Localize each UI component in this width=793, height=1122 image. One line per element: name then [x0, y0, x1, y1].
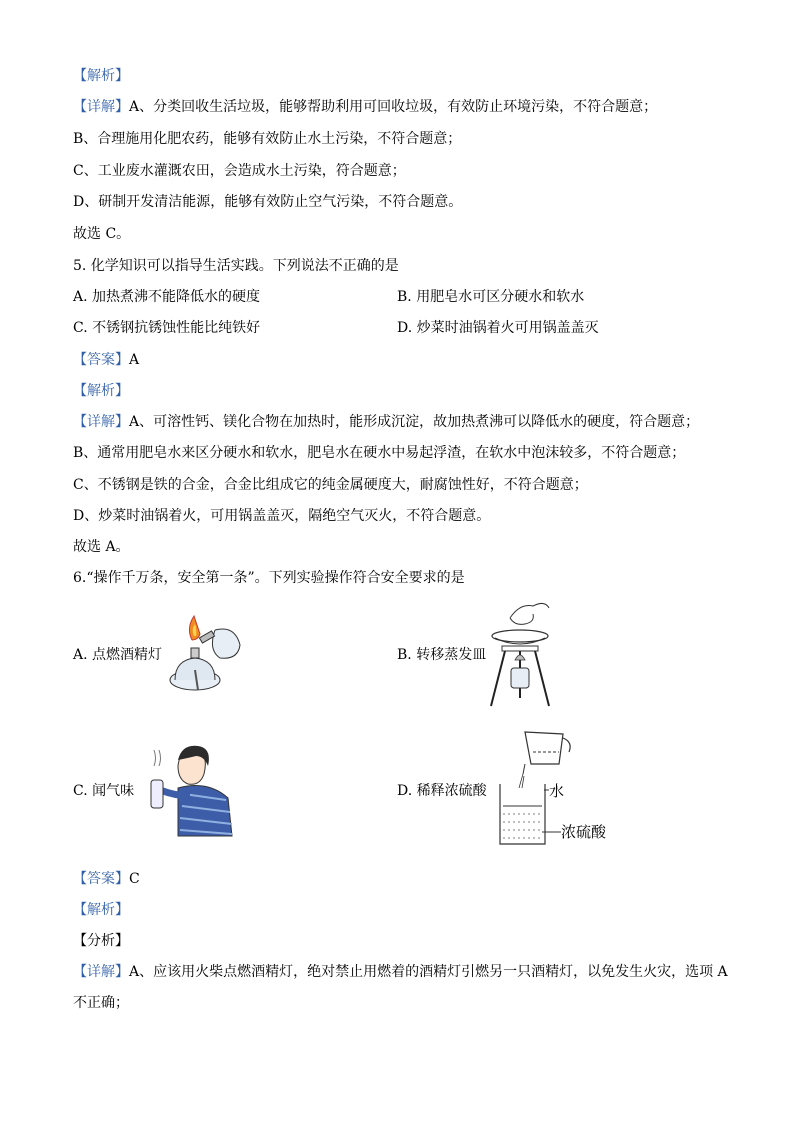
- analysis-tag: 【解析】: [73, 68, 129, 84]
- detail-text: A、分类回收生活垃圾，能够帮助利用可回收垃圾，有效防止环境污染，不符合题意；: [129, 99, 658, 115]
- answer-tag: 【答案】: [73, 352, 129, 368]
- detail-line-b: B、合理施用化肥农药，能够有效防止水土污染，不符合题意；: [73, 131, 462, 147]
- detail-line-c: C、工业废水灌溉农田，会造成水土污染，符合题意；: [73, 163, 406, 179]
- detail-line-a: [73, 98, 657, 116]
- q5-conclusion: 故选 A。: [73, 539, 130, 555]
- q6-analysis-tag: 【解析】: [73, 902, 129, 918]
- detail-tag: 【详解】: [73, 414, 129, 430]
- q5-detail-a: [73, 413, 699, 431]
- detail-tag: 【详解】: [73, 964, 129, 980]
- q5-analysis-tag: 【解析】: [73, 383, 129, 399]
- q6-option-c: C. 闻气味: [73, 783, 135, 799]
- q5-option-c: C. 不锈钢抗锈蚀性能比纯铁好: [73, 320, 261, 336]
- q5-option-d: D. 炒菜时油锅着火可用锅盖盖灭: [397, 320, 599, 336]
- q6-stem: 6.“操作千万条，安全第一条”。下列实验操作符合安全要求的是: [73, 570, 465, 586]
- q5-detail-c: C、不锈钢是铁的合金，合金比组成它的纯金属硬度大，耐腐蚀性好，不符合题意；: [73, 477, 588, 493]
- q6-option-a: A. 点燃酒精灯: [73, 647, 163, 663]
- detail-line-d: D、研制开发清洁能源，能够有效防止空气污染，不符合题意。: [73, 194, 463, 210]
- smell-figure: [148, 738, 234, 838]
- q5-answer: [73, 351, 139, 369]
- q5-option-b: B. 用肥皂水可区分硬水和软水: [397, 289, 585, 305]
- detail-text: A、可溶性钙、镁化合物在加热时，能形成沉淀，故加热煮沸可以降低水的硬度，符合题意；: [129, 414, 700, 430]
- alcohol-lamp-figure: [160, 610, 250, 700]
- q6-analysis2-tag: 【分析】: [73, 933, 129, 949]
- answer-value: C: [129, 871, 140, 887]
- answer-tag: 【答案】: [73, 871, 129, 887]
- detail-text: A、应该用火柴点燃酒精灯，绝对禁止用燃着的酒精灯引燃另一只酒精灯，以免发生火灾，选项 A: [129, 964, 728, 980]
- dilute-acid-figure: [495, 728, 620, 848]
- q5-stem: 5. 化学知识可以指导生活实践。下列说法不正确的是: [73, 258, 399, 274]
- acid-label: 浓硫酸: [561, 823, 607, 841]
- detail-tag: 【详解】: [73, 99, 129, 115]
- q6-option-d: D. 稀释浓硫酸: [397, 783, 487, 799]
- q5-option-a: A. 加热煮沸不能降低水的硬度: [73, 289, 261, 305]
- q5-detail-b: B、通常用肥皂水来区分硬水和软水，肥皂水在硬水中易起浮渣，在软水中泡沫较多，不符合题意；: [73, 445, 686, 461]
- q6-detail-a-line2: 不正确；: [73, 995, 129, 1011]
- answer-value: A: [129, 352, 140, 368]
- water-label: 水: [549, 782, 565, 800]
- q5-detail-d: D、炒菜时油锅着火，可用锅盖盖灭，隔绝空气灭火，不符合题意。: [73, 508, 491, 524]
- evaporating-dish-figure: [485, 598, 560, 710]
- q6-option-b: B. 转移蒸发皿: [397, 647, 487, 663]
- conclusion: 故选 C。: [73, 226, 131, 242]
- q6-detail-a-line1: [73, 963, 728, 981]
- q6-answer: [73, 870, 140, 888]
